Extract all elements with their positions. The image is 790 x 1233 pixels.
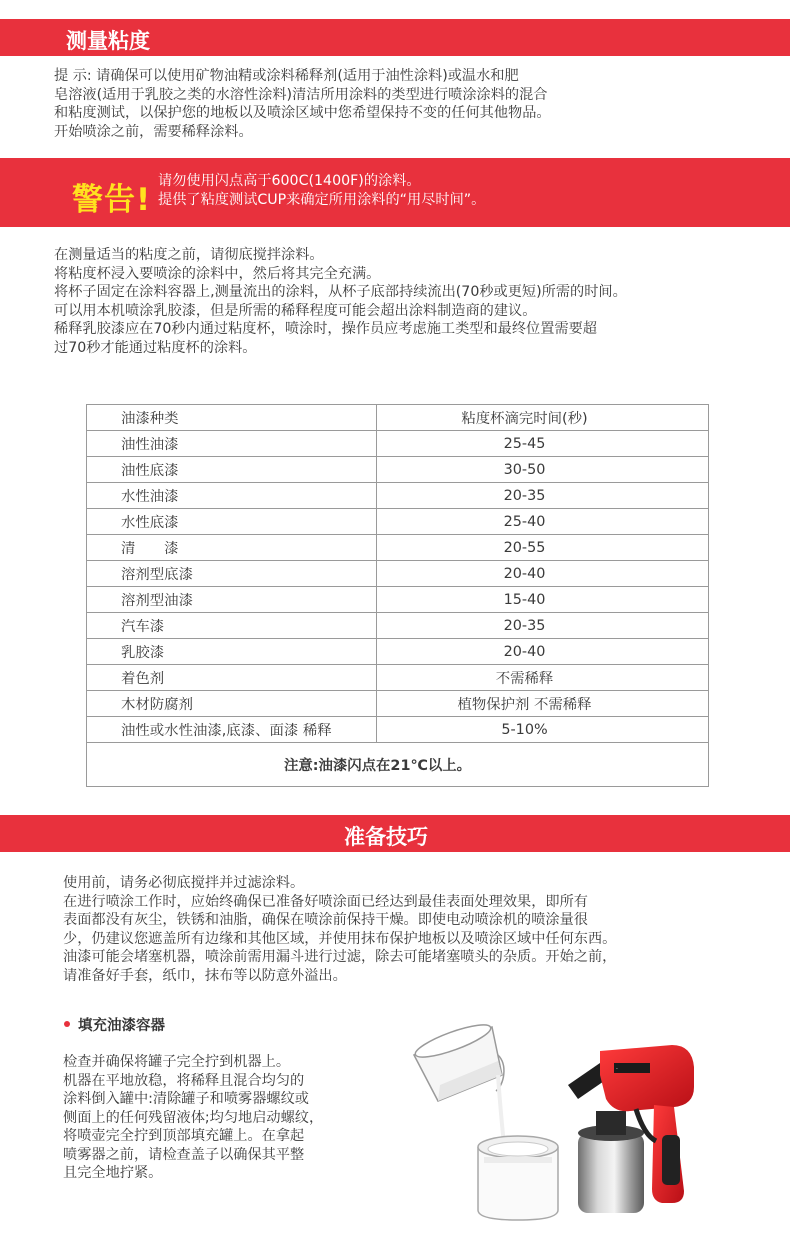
spray-gun-icon	[568, 1045, 694, 1213]
warning-line: 请勿使用闪点高于600C(1400F)的涂料。	[158, 173, 421, 189]
prep-section-title: 准备技巧	[344, 825, 428, 849]
brand-logo-text: ·	[616, 1066, 618, 1073]
table-row	[87, 613, 709, 639]
drain-time-cell: 不需稀释	[377, 665, 709, 691]
intro-line: 开始喷涂之前，需要稀释涂料。	[54, 123, 253, 140]
bullet-dot-icon	[64, 1021, 70, 1027]
viscosity-table	[86, 404, 709, 787]
paint-jar-icon	[478, 1136, 558, 1220]
drain-time-cell: 15-40	[377, 587, 709, 613]
table-row	[87, 483, 709, 509]
table-header-cell: 油漆种类	[87, 405, 377, 431]
drain-time-cell: 25-40	[377, 509, 709, 535]
measuring-cup-icon	[412, 1019, 504, 1101]
table-note: 注意:油漆闪点在21℃以上。	[87, 743, 709, 787]
drain-time-cell: 20-35	[377, 613, 709, 639]
paint-type-cell: 油性油漆	[87, 431, 377, 457]
measure-section-title: 测量粘度	[66, 29, 150, 53]
warning-text	[158, 172, 485, 210]
paint-type-cell: 溶剂型油漆	[87, 587, 377, 613]
measure-section-band	[0, 19, 790, 56]
paint-type-cell: 油性或水性油漆,底漆、面漆 稀释	[87, 717, 377, 743]
measure-line: 稀释乳胶漆应在70秒内通过粘度杯，喷涂时，操作员应考虑施工类型和最终位置需要超	[54, 321, 597, 337]
measure-line: 过70秒才能通过粘度杯的涂料。	[54, 339, 257, 356]
paint-type-cell: 油性底漆	[87, 457, 377, 483]
prep-line: 使用前，请务必彻底搅拌并过滤涂料。	[63, 875, 305, 891]
intro-paragraph	[54, 67, 551, 141]
measure-line: 将粘度杯浸入要喷涂的涂料中，然后将其完全充满。	[54, 265, 381, 282]
table-row	[87, 509, 709, 535]
warning-line: 提供了粘度测试CUP来确定所用涂料的“用尽时间”。	[158, 192, 486, 208]
intro-line: 提 示: 请确保可以使用矿物油精或涂料稀释剂(适用于油性涂料)或温水和肥	[54, 68, 519, 84]
table-row	[87, 717, 709, 743]
intro-line: 和粘度测试，以保护您的地板以及喷涂区域中您希望保持不变的任何其他物品。	[54, 105, 551, 121]
measure-line: 可以用本机喷涂乳胶漆，但是所需的稀释程度可能会超出涂料制造商的建议。	[54, 302, 537, 319]
table-row	[87, 639, 709, 665]
measure-line: 将杯子固定在涂料容器上,测量流出的涂料，从杯子底部持续流出(70秒或更短)所需的时间。	[54, 284, 627, 300]
table-note-row	[87, 743, 709, 787]
prep-line: 在进行喷涂工作时，应始终确保已准备好喷涂面已经达到最佳表面处理效果，即所有	[63, 893, 588, 910]
table-row	[87, 665, 709, 691]
paint-type-cell: 水性油漆	[87, 483, 377, 509]
paint-type-cell: 溶剂型底漆	[87, 561, 377, 587]
paint-filling-illustration	[400, 1015, 712, 1225]
drain-time-cell: 植物保护剂 不需稀释	[377, 691, 709, 717]
table-row	[87, 535, 709, 561]
drain-time-cell: 20-55	[377, 535, 709, 561]
table-header-row	[87, 405, 709, 431]
measure-line: 在测量适当的粘度之前，请彻底搅拌涂料。	[54, 247, 324, 263]
prep-line: 少，仍建议您遮盖所有边缘和其他区域，并使用抹布保护地板以及喷涂区域中任何东西。	[63, 930, 617, 947]
warning-label: 警告!	[72, 182, 152, 218]
drain-time-cell: 25-45	[377, 431, 709, 457]
drain-time-cell: 20-40	[377, 639, 709, 665]
paint-type-cell: 木材防腐剂	[87, 691, 377, 717]
table-row	[87, 561, 709, 587]
fill-paragraph	[63, 1053, 323, 1183]
fill-container-heading	[64, 1014, 165, 1035]
drain-time-cell: 5-10%	[377, 717, 709, 743]
table-row	[87, 431, 709, 457]
prep-line: 油漆可能会堵塞机器，喷涂前需用漏斗进行过滤，除去可能堵塞喷头的杂质。开始之前，	[63, 949, 617, 965]
paint-type-cell: 清 漆	[87, 535, 377, 561]
table-row	[87, 457, 709, 483]
fill-line: 且完全地拧紧。	[63, 1165, 163, 1181]
prep-paragraph	[63, 874, 616, 985]
fill-line: 喷雾器之前，请检查盖子以确保其平整	[63, 1146, 305, 1163]
warning-band	[0, 158, 790, 227]
paint-type-cell: 汽车漆	[87, 613, 377, 639]
prep-line: 请准备好手套，纸巾，抹布等以防意外溢出。	[63, 967, 347, 984]
drain-time-cell: 30-50	[377, 457, 709, 483]
table-row	[87, 587, 709, 613]
measure-paragraph	[54, 246, 627, 357]
fill-line: 侧面上的任何残留液体;均匀地启动螺纹，	[63, 1109, 324, 1126]
fill-line: 将喷壶完全拧到顶部填充罐上。在拿起	[63, 1128, 305, 1144]
paint-type-cell: 着色剂	[87, 665, 377, 691]
drain-time-cell: 20-35	[377, 483, 709, 509]
drain-time-cell: 20-40	[377, 561, 709, 587]
prep-section-band	[0, 815, 790, 852]
fill-line: 检查并确保将罐子完全拧到机器上。	[63, 1054, 291, 1070]
paint-type-cell: 乳胶漆	[87, 639, 377, 665]
paint-type-cell: 水性底漆	[87, 509, 377, 535]
table-row	[87, 691, 709, 717]
fill-line: 机器在平地放稳，将稀释且混合均匀的	[63, 1072, 305, 1089]
fill-container-title: 填充油漆容器	[78, 1018, 165, 1034]
intro-line: 皂溶液(适用于乳胶之类的水溶性涂料)清洁所用涂料的类型进行喷涂涂料的混合	[54, 86, 548, 103]
table-header-cell: 粘度杯滴完时间(秒)	[377, 405, 709, 431]
prep-line: 表面都没有灰尘，铁锈和油脂，确保在喷涂前保持干燥。即使电动喷涂机的喷涂量很	[63, 912, 588, 928]
fill-line: 涂料倒入罐中:清除罐子和喷雾器螺纹或	[63, 1091, 309, 1107]
